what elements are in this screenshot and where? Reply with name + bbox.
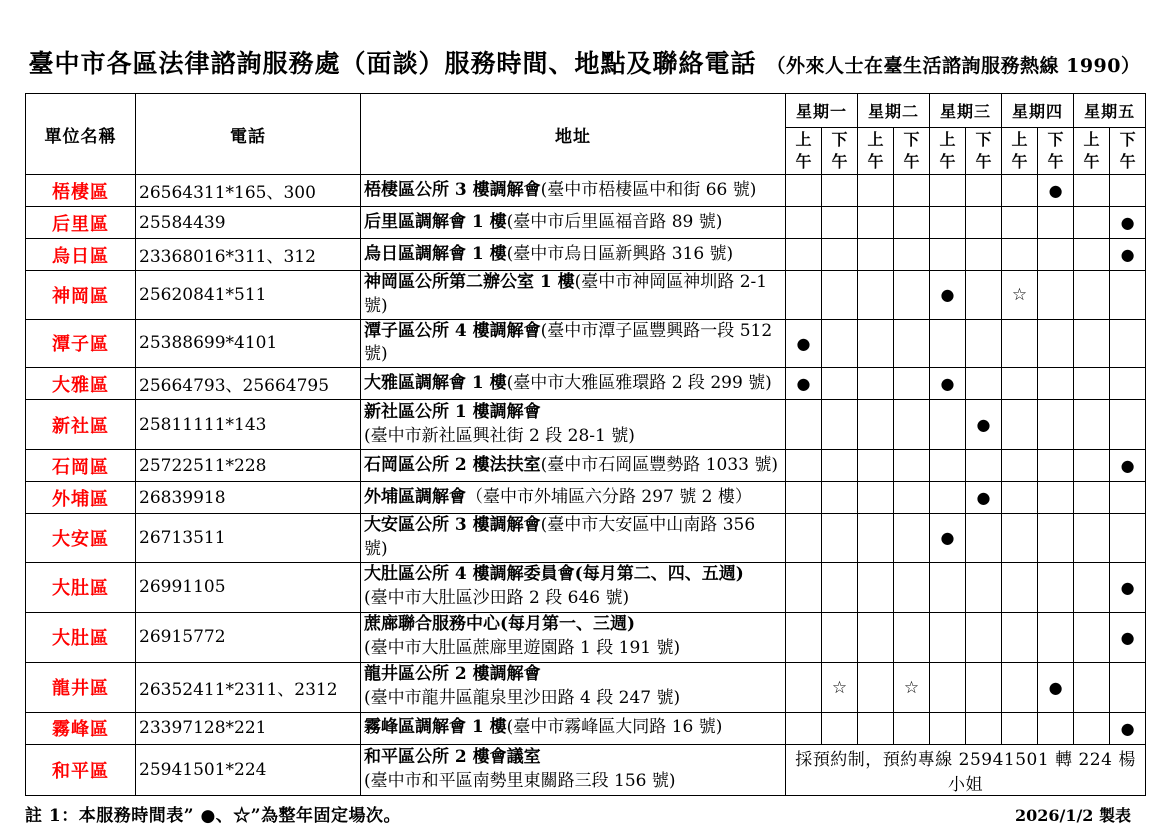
schedule-cell-empty	[930, 319, 966, 368]
address-venue: 大肚區公所 4 樓調解委員會(每月第二、四、五週)	[364, 564, 744, 585]
schedule-cell-empty	[822, 450, 858, 482]
schedule-cell-empty	[786, 482, 822, 514]
address-venue: 龍井區公所 2 樓調解會	[364, 664, 541, 685]
schedule-cell-empty	[1110, 482, 1146, 514]
schedule-cell-empty	[894, 450, 930, 482]
address	[361, 744, 786, 795]
schedule-cell-empty	[858, 482, 894, 514]
filled-circle-icon: ●	[1120, 213, 1135, 232]
district-name: 大安區	[26, 514, 136, 563]
schedule-cell-empty	[858, 368, 894, 400]
schedule-cell-empty	[930, 400, 966, 450]
schedule-cell-empty	[786, 175, 822, 207]
schedule-cell-empty	[930, 612, 966, 662]
schedule-cell-empty	[1074, 562, 1110, 612]
phone-number: 25811111*143	[136, 400, 361, 450]
schedule-cell-empty	[966, 271, 1002, 320]
schedule-cell-dot	[1110, 207, 1146, 239]
address-location: (臺中市梧棲區中和街 66 號)	[540, 179, 757, 200]
schedule-cell-empty	[966, 368, 1002, 400]
schedule-cell-empty	[1002, 514, 1038, 563]
filled-circle-icon: ●	[796, 374, 811, 394]
schedule-cell-empty	[930, 450, 966, 482]
schedule-cell-dot	[1038, 662, 1074, 712]
address-location: (臺中市烏日區新興路 316 號)	[506, 243, 734, 264]
address-venue: 霧峰區調解會 1 樓	[364, 717, 507, 738]
schedule-cell-dot	[966, 482, 1002, 514]
phone-number: 26352411*2311、2312	[136, 662, 361, 712]
table-row	[26, 368, 1146, 400]
schedule-cell-empty	[858, 271, 894, 320]
address	[361, 207, 786, 239]
phone-number: 26915772	[136, 612, 361, 662]
table-row	[26, 271, 1146, 320]
schedule-cell-empty	[822, 239, 858, 271]
schedule-cell-empty	[894, 514, 930, 563]
schedule-cell-star	[822, 662, 858, 712]
schedule-cell-empty	[930, 175, 966, 207]
schedule-cell-empty	[822, 319, 858, 368]
schedule-cell-empty	[822, 271, 858, 320]
schedule-cell-empty	[786, 271, 822, 320]
table-row	[26, 175, 1146, 207]
address	[361, 368, 786, 400]
schedule-cell-empty	[858, 319, 894, 368]
schedule-cell-empty	[1002, 319, 1038, 368]
service-schedule-table	[25, 93, 1146, 796]
schedule-cell-empty	[1002, 368, 1038, 400]
table-row	[26, 612, 1146, 662]
schedule-cell-empty	[1038, 482, 1074, 514]
schedule-cell-empty	[966, 514, 1002, 563]
schedule-cell-empty	[858, 207, 894, 239]
schedule-cell-empty	[1002, 562, 1038, 612]
table-row	[26, 662, 1146, 712]
address-location: (臺中市后里區福音路 89 號)	[506, 211, 723, 232]
schedule-cell-empty	[786, 612, 822, 662]
address-location: (臺中市石岡區豐勢路 1033 號)	[540, 454, 779, 475]
schedule-cell-empty	[858, 175, 894, 207]
schedule-cell-empty	[1110, 662, 1146, 712]
schedule-cell-empty	[1074, 662, 1110, 712]
schedule-cell-empty	[786, 662, 822, 712]
schedule-cell-empty	[1074, 400, 1110, 450]
schedule-cell-empty	[1038, 562, 1074, 612]
schedule-cell-empty	[1038, 239, 1074, 271]
schedule-cell-empty	[1074, 368, 1110, 400]
address-location: (臺中市和平區南勢里東關路三段 156 號)	[364, 770, 676, 791]
schedule-cell-empty	[822, 175, 858, 207]
schedule-cell-empty	[1038, 514, 1074, 563]
schedule-cell-empty	[966, 612, 1002, 662]
filled-circle-icon: ●	[976, 488, 991, 508]
address	[361, 562, 786, 612]
pm-header: 下午	[966, 128, 1002, 175]
header-thursday: 星期四	[1002, 94, 1074, 128]
header-phone: 電話	[136, 94, 361, 175]
address-venue: 大雅區調解會 1 樓	[364, 372, 507, 393]
schedule-cell-empty	[894, 612, 930, 662]
schedule-cell-empty	[1002, 207, 1038, 239]
address	[361, 712, 786, 744]
address	[361, 662, 786, 712]
schedule-cell-empty	[1110, 175, 1146, 207]
schedule-cell-star	[1002, 271, 1038, 320]
schedule-cell-empty	[966, 207, 1002, 239]
address-venue: 梧棲區公所 3 樓調解會	[364, 179, 541, 200]
district-name: 新社區	[26, 400, 136, 450]
header-address: 地址	[361, 94, 786, 175]
district-name: 潭子區	[26, 319, 136, 368]
phone-number: 26991105	[136, 562, 361, 612]
schedule-cell-empty	[894, 271, 930, 320]
schedule-cell-empty	[822, 562, 858, 612]
schedule-cell-empty	[894, 207, 930, 239]
schedule-cell-empty	[822, 400, 858, 450]
filled-circle-icon: ●	[940, 528, 955, 548]
district-name: 和平區	[26, 744, 136, 795]
schedule-cell-empty	[1038, 450, 1074, 482]
schedule-cell-empty	[822, 514, 858, 563]
address-location: (臺中市潭子區豐興路一段 512 號)	[364, 320, 773, 365]
address-location: (臺中市大雅區雅環路 2 段 299 號)	[506, 372, 772, 393]
address-venue: 潭子區公所 4 樓調解會	[364, 320, 541, 341]
schedule-cell-empty	[858, 239, 894, 271]
header-wednesday: 星期三	[930, 94, 1002, 128]
pm-header: 下午	[1038, 128, 1074, 175]
schedule-cell-empty	[894, 562, 930, 612]
address-venue: 新社區公所 1 樓調解會	[364, 401, 541, 422]
schedule-cell-empty	[858, 712, 894, 744]
filled-circle-icon: ●	[940, 285, 955, 305]
schedule-cell-empty	[1038, 400, 1074, 450]
schedule-cell-empty	[1074, 514, 1110, 563]
phone-number: 25941501*224	[136, 744, 361, 795]
table-row	[26, 514, 1146, 563]
schedule-cell-empty	[1038, 612, 1074, 662]
schedule-cell-empty	[1074, 175, 1110, 207]
address-venue: 神岡區公所第二辦公室 1 樓	[364, 272, 575, 292]
filled-circle-icon: ●	[1120, 456, 1135, 476]
title-main: 臺中市各區法律諮詢服務處（面談）服務時間、地點及聯絡電話	[28, 49, 757, 78]
schedule-cell-dot	[966, 400, 1002, 450]
phone-number: 26839918	[136, 482, 361, 514]
pm-header: 下午	[822, 128, 858, 175]
table-row	[26, 482, 1146, 514]
header-tuesday: 星期二	[858, 94, 930, 128]
schedule-cell-dot	[1038, 175, 1074, 207]
schedule-cell-empty	[966, 450, 1002, 482]
filled-circle-icon: ●	[1120, 577, 1135, 597]
am-header: 上午	[1002, 128, 1038, 175]
footer	[25, 801, 1145, 826]
date-stamp: 2026/1/2 製表	[1014, 805, 1131, 825]
schedule-cell-empty	[822, 368, 858, 400]
schedule-cell-dot	[1110, 612, 1146, 662]
schedule-cell-dot	[930, 368, 966, 400]
schedule-cell-empty	[822, 482, 858, 514]
schedule-cell-empty	[1038, 319, 1074, 368]
address-location: (臺中市神岡區神圳路 2-1 號)	[364, 272, 768, 316]
address	[361, 482, 786, 514]
filled-circle-icon: ●	[1120, 245, 1135, 264]
address-location: (臺中市霧峰區大同路 16 號)	[506, 717, 723, 738]
district-name: 烏日區	[26, 239, 136, 271]
schedule-cell-empty	[786, 207, 822, 239]
district-name: 石岡區	[26, 450, 136, 482]
schedule-cell-empty	[966, 239, 1002, 271]
address-venue: 蔗廍聯合服務中心(每月第一、三週)	[364, 614, 636, 635]
district-name: 后里區	[26, 207, 136, 239]
schedule-cell-empty	[858, 612, 894, 662]
schedule-cell-empty	[1074, 450, 1110, 482]
table-row	[26, 207, 1146, 239]
filled-circle-icon: ●	[1048, 677, 1063, 697]
schedule-cell-empty	[1110, 271, 1146, 320]
table-row	[26, 239, 1146, 271]
header-unit: 單位名稱	[26, 94, 136, 175]
schedule-cell-empty	[1002, 175, 1038, 207]
address-location: (臺中市龍井區龍泉里沙田路 4 段 247 號)	[364, 688, 681, 709]
schedule-cell-empty	[1038, 271, 1074, 320]
schedule-cell-dot	[930, 271, 966, 320]
address	[361, 514, 786, 563]
header-friday: 星期五	[1074, 94, 1146, 128]
address-venue: 和平區公所 2 樓會議室	[364, 746, 541, 767]
schedule-cell-empty	[1110, 319, 1146, 368]
am-header: 上午	[786, 128, 822, 175]
schedule-cell-empty	[966, 662, 1002, 712]
schedule-cell-empty	[894, 712, 930, 744]
filled-circle-icon: ●	[1048, 181, 1063, 200]
table-row	[26, 562, 1146, 612]
filled-circle-icon: ●	[976, 415, 991, 435]
schedule-cell-empty	[786, 712, 822, 744]
pm-header: 下午	[894, 128, 930, 175]
table-row	[26, 450, 1146, 482]
schedule-cell-empty	[858, 450, 894, 482]
schedule-cell-empty	[786, 239, 822, 271]
address	[361, 612, 786, 662]
schedule-cell-dot	[930, 514, 966, 563]
address	[361, 450, 786, 482]
schedule-cell-empty	[966, 319, 1002, 368]
table-body	[26, 175, 1146, 796]
schedule-cell-empty	[1002, 239, 1038, 271]
phone-number: 26713511	[136, 514, 361, 563]
schedule-cell-empty	[930, 239, 966, 271]
phone-number: 26564311*165、300	[136, 175, 361, 207]
footnote: 註 1：本服務時間表” ●、☆”為整年固定場次。	[25, 805, 402, 826]
district-name: 神岡區	[26, 271, 136, 320]
schedule-cell-empty	[930, 662, 966, 712]
address	[361, 400, 786, 450]
schedule-cell-dot	[786, 319, 822, 368]
schedule-cell-empty	[786, 450, 822, 482]
district-name: 梧棲區	[26, 175, 136, 207]
star-icon: ☆	[831, 677, 848, 698]
schedule-cell-empty	[1002, 662, 1038, 712]
am-header: 上午	[858, 128, 894, 175]
district-name: 大雅區	[26, 368, 136, 400]
am-header: 上午	[930, 128, 966, 175]
address	[361, 319, 786, 368]
schedule-cell-empty	[822, 712, 858, 744]
schedule-cell-empty	[1038, 207, 1074, 239]
schedule-cell-empty	[894, 175, 930, 207]
filled-circle-icon: ●	[796, 333, 811, 353]
address-venue: 烏日區調解會 1 樓	[364, 243, 507, 264]
district-name: 大肚區	[26, 612, 136, 662]
schedule-cell-empty	[894, 239, 930, 271]
schedule-cell-empty	[1074, 271, 1110, 320]
table-row	[26, 319, 1146, 368]
schedule-cell-empty	[858, 662, 894, 712]
schedule-cell-empty	[1002, 400, 1038, 450]
district-name: 龍井區	[26, 662, 136, 712]
address	[361, 239, 786, 271]
schedule-cell-dot	[1110, 712, 1146, 744]
schedule-cell-empty	[786, 562, 822, 612]
table-header	[26, 94, 1146, 175]
table-row	[26, 400, 1146, 450]
am-header: 上午	[1074, 128, 1110, 175]
star-icon: ☆	[1011, 285, 1028, 306]
appointment-note: 採預約制，預約專線 25941501 轉 224 楊小姐	[786, 744, 1146, 795]
address-venue: 外埔區調解會	[364, 486, 466, 507]
address-location: (臺中市大安區中山南路 356 號)	[364, 515, 756, 559]
schedule-cell-empty	[930, 207, 966, 239]
star-icon: ☆	[903, 677, 920, 698]
phone-number: 25620841*511	[136, 271, 361, 320]
schedule-cell-empty	[1110, 514, 1146, 563]
page-title	[0, 0, 1169, 80]
address-location: （臺中市外埔區六分路 297 號 2 樓）	[466, 486, 752, 507]
phone-number: 23368016*311、312	[136, 239, 361, 271]
address-venue: 石岡區公所 2 樓法扶室	[364, 454, 541, 475]
schedule-cell-empty	[930, 482, 966, 514]
district-name: 霧峰區	[26, 712, 136, 744]
table-row	[26, 712, 1146, 744]
schedule-cell-empty	[822, 612, 858, 662]
filled-circle-icon: ●	[940, 374, 955, 394]
phone-number: 23397128*221	[136, 712, 361, 744]
schedule-cell-empty	[966, 712, 1002, 744]
schedule-cell-empty	[1002, 450, 1038, 482]
district-name: 外埔區	[26, 482, 136, 514]
address-location: (臺中市大肚區沙田路 2 段 646 號)	[364, 588, 630, 609]
schedule-cell-empty	[1002, 712, 1038, 744]
schedule-cell-dot	[1110, 562, 1146, 612]
schedule-cell-empty	[1074, 612, 1110, 662]
filled-circle-icon: ●	[1120, 718, 1135, 738]
phone-number: 25388699*4101	[136, 319, 361, 368]
schedule-cell-empty	[930, 562, 966, 612]
schedule-cell-empty	[786, 400, 822, 450]
table-row	[26, 744, 1146, 795]
schedule-cell-empty	[1074, 239, 1110, 271]
schedule-cell-empty	[966, 175, 1002, 207]
schedule-cell-empty	[858, 562, 894, 612]
title-suffix: （外來人士在臺生活諮詢服務熱線 1990）	[766, 55, 1141, 77]
schedule-cell-empty	[1074, 207, 1110, 239]
schedule-cell-star	[894, 662, 930, 712]
phone-number: 25664793、25664795	[136, 368, 361, 400]
schedule-cell-empty	[786, 514, 822, 563]
district-name: 大肚區	[26, 562, 136, 612]
schedule-cell-empty	[1074, 319, 1110, 368]
schedule-cell-dot	[1110, 450, 1146, 482]
schedule-cell-empty	[894, 482, 930, 514]
schedule-cell-empty	[1038, 712, 1074, 744]
schedule-cell-dot	[786, 368, 822, 400]
filled-circle-icon: ●	[1120, 627, 1135, 647]
schedule-cell-empty	[1038, 368, 1074, 400]
schedule-cell-empty	[1074, 482, 1110, 514]
header-monday: 星期一	[786, 94, 858, 128]
pm-header: 下午	[1110, 128, 1146, 175]
schedule-cell-empty	[858, 400, 894, 450]
schedule-cell-empty	[822, 207, 858, 239]
schedule-cell-empty	[858, 514, 894, 563]
schedule-cell-empty	[1002, 612, 1038, 662]
phone-number: 25584439	[136, 207, 361, 239]
address	[361, 175, 786, 207]
address	[361, 271, 786, 320]
schedule-cell-empty	[1002, 482, 1038, 514]
schedule-cell-dot	[1110, 239, 1146, 271]
schedule-cell-empty	[1074, 712, 1110, 744]
address-location: (臺中市大肚區蔗廍里遊園路 1 段 191 號)	[364, 638, 681, 659]
address-venue: 后里區調解會 1 樓	[364, 211, 507, 232]
schedule-cell-empty	[966, 562, 1002, 612]
schedule-cell-empty	[894, 319, 930, 368]
schedule-cell-empty	[930, 712, 966, 744]
schedule-cell-empty	[894, 400, 930, 450]
schedule-cell-empty	[1110, 368, 1146, 400]
address-location: (臺中市新社區興社街 2 段 28-1 號)	[364, 425, 635, 446]
phone-number: 25722511*228	[136, 450, 361, 482]
schedule-cell-empty	[894, 368, 930, 400]
schedule-cell-empty	[1110, 400, 1146, 450]
address-venue: 大安區公所 3 樓調解會	[364, 515, 541, 536]
